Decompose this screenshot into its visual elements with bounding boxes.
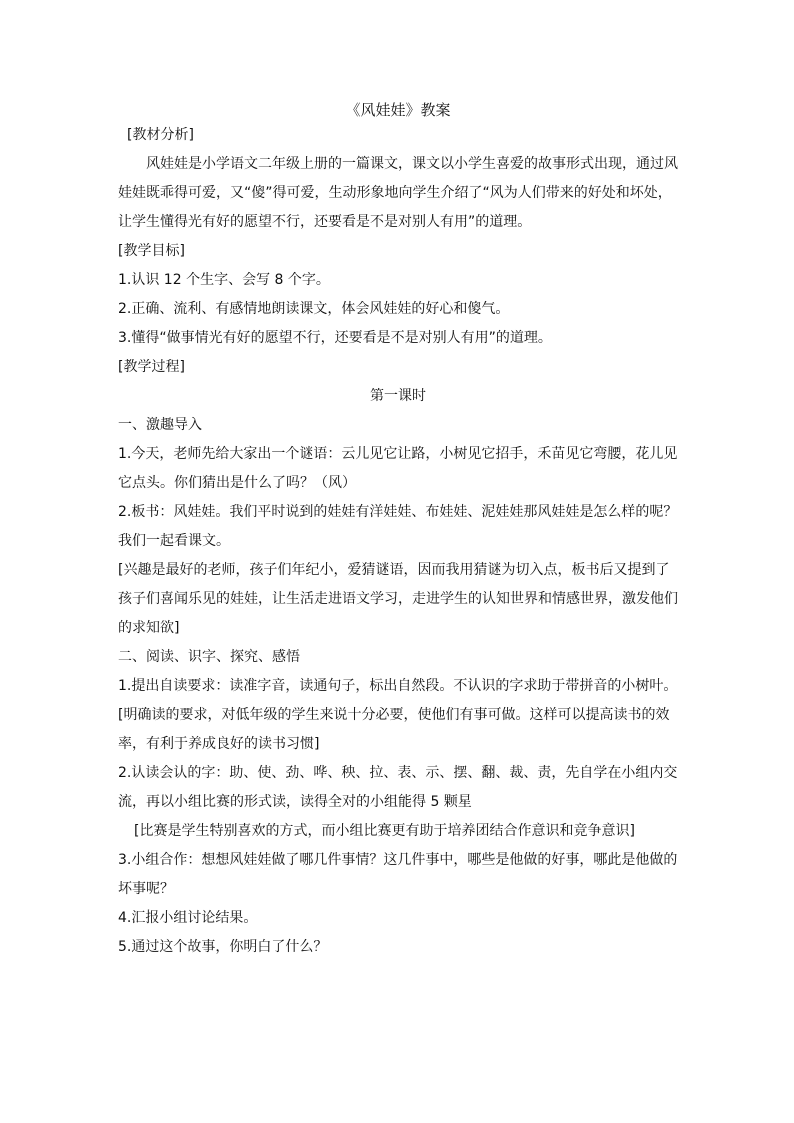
- paragraph-line: 3.小组合作：想想风娃娃做了哪几件事情？这几件事中，哪些是他做的好事，哪此是他做的: [118, 852, 678, 868]
- paragraph-line: 2.板书：风娃娃。我们平时说到的娃娃有洋娃娃、布娃娃、泥娃娃那风娃娃是怎么样的呢？: [118, 504, 678, 520]
- goal-item: 3.懂得“做事情光有好的愿望不行，还要看是不是对别人有用”的道理。: [118, 330, 552, 346]
- section-heading-goals: [教学目标]: [118, 243, 185, 259]
- step-paragraph: [118, 445, 678, 493]
- part-heading: 一、激趣导入: [118, 417, 202, 433]
- part-heading: 二、阅读、识字、探究、感悟: [118, 649, 300, 665]
- teaching-note: [比赛是学生特别喜欢的方式，而小组比赛更有助于培养团结合作意识和竞争意识]: [134, 823, 635, 839]
- paragraph-line: [兴趣是最好的老师，孩子们年纪小，爱猜谜语，因而我用猜谜为切入点，板书后又提到了: [118, 562, 670, 578]
- analysis-paragraph: [118, 155, 678, 232]
- step-paragraph: [118, 503, 678, 551]
- paragraph-line: 它点头。你们猜出是什么了吗？（风）: [118, 475, 356, 491]
- paragraph-line: 娃娃既乖得可爱，又“傻”得可爱，生动形象地向学生介绍了“风为人们带来的好处和坏处，: [118, 185, 672, 201]
- paragraph-line: 让学生懂得光有好的愿望不行，还要看是不是对别人有用”的道理。: [118, 214, 532, 230]
- step-paragraph: [118, 851, 678, 899]
- goal-item: 1.认识 12 个生字、会写 8 个字。: [118, 272, 330, 288]
- paragraph-line: 率，有利于养成良好的读书习惯]: [118, 736, 320, 752]
- paragraph-line: 2.认读会认的字：助、使、劲、哗、秧、拉、表、示、摆、翻、裁、责，先自学在小组内交: [118, 765, 678, 781]
- step-paragraph: [118, 764, 678, 812]
- step-item: 4.汇报小组讨论结果。: [118, 910, 258, 926]
- section-heading-analysis: [教材分析]: [127, 127, 194, 143]
- section-heading-process: [教学过程]: [118, 359, 185, 375]
- paragraph-line: 风娃娃是小学语文二年级上册的一篇课文，课文以小学生喜爱的故事形式出现，通过风: [146, 156, 678, 172]
- lesson-heading: 第一课时: [370, 388, 426, 404]
- step-item: 5.通过这个故事，你明白了什么？: [118, 939, 328, 955]
- teaching-note: [118, 706, 678, 754]
- paragraph-line: 1.今天，老师先给大家出一个谜语：云儿见它让路，小树见它招手，禾苗见它弯腰，花儿见: [118, 446, 678, 462]
- paragraph-line: 我们一起看课文。: [118, 533, 230, 549]
- paragraph-line: 坏事呢？: [118, 881, 174, 897]
- document-title: 《风娃娃》教案: [345, 101, 451, 119]
- paragraph-line: 孩子们喜闻乐见的娃娃，让生活走进语文学习，走进学生的认知世界和情感世界，激发他们: [118, 591, 678, 607]
- document-content: [118, 100, 678, 957]
- paragraph-line: 的求知欲]: [118, 620, 180, 636]
- goal-item: 2.正确、流利、有感情地朗读课文，体会风娃娃的好心和傻气。: [118, 301, 510, 317]
- teaching-note: [118, 561, 678, 638]
- paragraph-line: [明确读的要求，对低年级的学生来说十分必要，使他们有事可做。这样可以提高读书的效: [118, 707, 670, 723]
- paragraph-line: 流，再以小组比赛的形式读，读得全对的小组能得 5 颗星: [118, 794, 472, 810]
- step-item: 1.提出自读要求：读准字音，读通句子，标出自然段。不认识的字求助于带拼音的小树叶。: [118, 678, 678, 694]
